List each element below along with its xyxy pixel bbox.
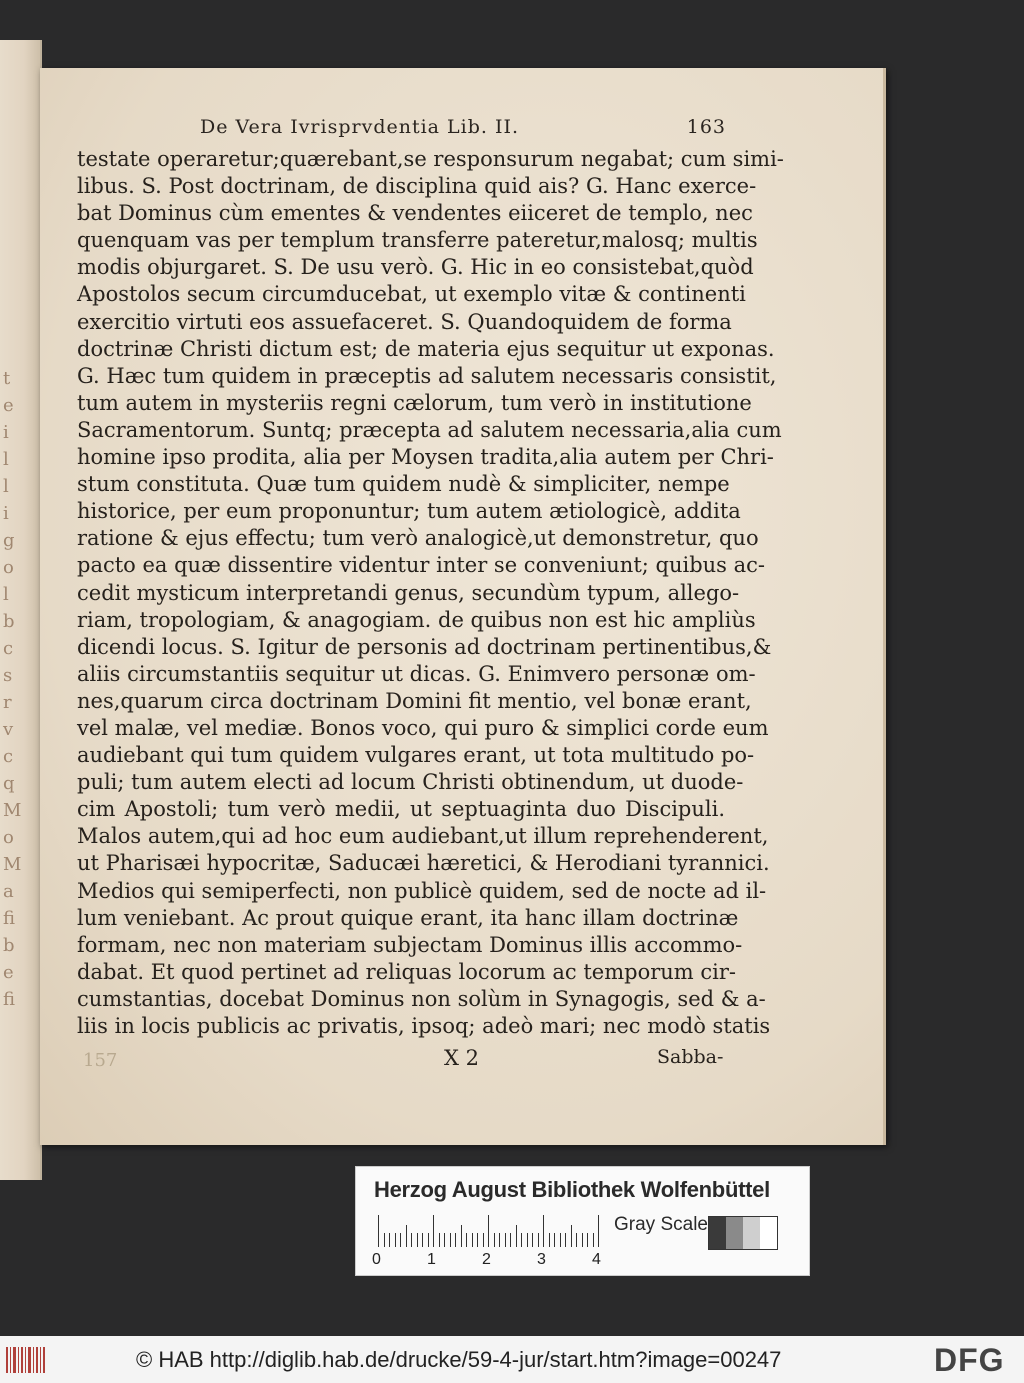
ruler-tick (494, 1233, 495, 1247)
ruler-tick (587, 1233, 588, 1247)
text-line: vel malæ, vel mediæ. Bonos voco, qui puro & simplici corde eum (77, 715, 769, 740)
text-line: liis in locis publicis ac privatis, ipsoq; adeò mari; nec modò statis (77, 1014, 771, 1038)
copyright-url: © HAB http://diglib.hab.de/drucke/59-4-jur/start.htm?image=00247 (136, 1347, 782, 1372)
margin-glyph: i (3, 503, 9, 524)
gray-scale-bar (708, 1216, 778, 1250)
text-line: stum constituta. Quæ tum quidem nudè & simpliciter, nempe (77, 472, 730, 497)
margin-glyph: a (3, 881, 14, 902)
text-line: historice, per eum proponuntur; tum autem ætiologicè, addita (77, 499, 741, 524)
ruler-number: 3 (537, 1251, 546, 1268)
ruler-tick (554, 1233, 555, 1247)
ruler-tick (384, 1233, 385, 1247)
text-line: audiebant qui tum quidem vulgares erant, ut tota multitudo po- (77, 743, 755, 768)
text-line: Sacramentorum. Suntq; præcepta ad salutem necessaria,alia cum (77, 417, 782, 442)
ruler-tick (411, 1233, 412, 1247)
ruler-tick (439, 1233, 440, 1247)
text-line: homine ipso prodita, alia per Moysen tradita,alia autem per Chri- (77, 445, 774, 470)
ruler-tick (521, 1233, 522, 1247)
ruler-tick (466, 1233, 467, 1247)
margin-glyph: l (3, 449, 9, 470)
text-line: Medios qui semiperfecti, non publicè quidem, sed de nocte ad il- (77, 878, 767, 903)
text-line: cim Apostoli; tum verò medii, ut septuaginta duo Discipuli. (77, 797, 725, 822)
ruler-tick (483, 1233, 484, 1247)
text-line: doctrinæ Christi dictum est; de materia ejus sequitur ut exponas. (77, 336, 775, 361)
gray-swatch (726, 1217, 743, 1249)
text-line: Malos autem,qui ad hoc eum audiebant,ut illum reprehenderent, (77, 824, 769, 849)
margin-glyph: l (3, 476, 9, 497)
text-line: ratione & ejus effectu; tum verò analogicè,ut demonstretur, quo (77, 526, 759, 551)
text-line: G. Hæc tum quidem in præceptis ad salutem necessaris consistit, (77, 363, 777, 388)
ruler-tick (505, 1233, 506, 1247)
margin-glyph: g (3, 530, 15, 551)
margin-glyph: o (3, 557, 14, 578)
text-line: exercitio virtuti eos assuefaceret. S. Quandoquidem de forma (77, 309, 732, 334)
text-line: riam, tropologiam, & anagogiam. de quibus non est hic ampliùs (77, 607, 756, 632)
ruler-tick (510, 1233, 511, 1247)
margin-glyph: r (3, 692, 12, 713)
margin-glyph: e (3, 395, 14, 416)
margin-glyph: b (3, 611, 15, 632)
ruler-tick (472, 1233, 473, 1247)
gray-swatch (743, 1217, 760, 1249)
text-line: quenquam vas per templum transferre pateretur,malosq; multis (77, 228, 758, 253)
ruler-numbers (372, 1251, 602, 1271)
ruler-tick (428, 1233, 429, 1247)
text-line: libus. S. Post doctrinam, de disciplina quid ais? G. Hanc exerce- (77, 174, 757, 199)
margin-glyph: t (3, 368, 11, 389)
ruler-number: 1 (427, 1251, 436, 1268)
gray-scale-label: Gray Scale (614, 1214, 708, 1235)
text-line: bat Dominus cùm ementes & vendentes eiiceret de templo, nec (77, 201, 753, 226)
text-line: pacto ea quæ dissentire videntur inter se conveniunt; quibus ac- (77, 553, 765, 578)
bleed-through-number: 157 (83, 1050, 118, 1071)
ruler-tick (450, 1233, 451, 1247)
text-line: puli; tum autem electi ad locum Christi obtinendum, ut duode- (77, 770, 744, 795)
text-line: aliis circumstantiis sequitur ut dicas. G. Enimvero personæ om- (77, 661, 756, 686)
ruler-number: 2 (482, 1251, 491, 1268)
text-line: formam, nec non materiam subjectam Dominus illis accommo- (77, 932, 743, 957)
text-line: modis objurgaret. S. De usu verò. G. Hic in eo consistebat,quòd (77, 255, 754, 280)
ruler-tick (576, 1233, 577, 1247)
margin-glyph: v (3, 719, 14, 740)
ruler-tick (593, 1233, 594, 1247)
margin-glyph: e (3, 962, 14, 983)
ruler-tick (527, 1233, 528, 1247)
margin-glyph: c (3, 746, 14, 767)
text-line: lum veniebant. Ac prout quique erant, ita hanc illam doctrinæ (77, 905, 739, 930)
page-number: 163 (686, 116, 726, 138)
ruler-number: 0 (372, 1251, 381, 1268)
page-header (200, 116, 726, 142)
ruler-tick (598, 1215, 599, 1247)
color-scale-card (355, 1166, 810, 1276)
margin-glyph: o (3, 827, 14, 848)
catchword: Sabba- (657, 1046, 724, 1068)
ruler-tick (560, 1233, 561, 1247)
margin-glyph: b (3, 935, 15, 956)
margin-glyph: i (3, 422, 9, 443)
ruler-tick (488, 1215, 489, 1247)
ruler-number: 4 (592, 1251, 601, 1268)
ruler-tick (461, 1225, 462, 1247)
ruler-tick (571, 1225, 572, 1247)
text-line: Apostolos secum circumducebat, ut exemplo vitæ & continenti (77, 282, 746, 307)
text-line: dicendi locus. S. Igitur de personis ad doctrinam pertinentibus,& (77, 634, 772, 659)
ruler-tick (549, 1233, 550, 1247)
margin-glyph: q (3, 773, 15, 794)
previous-page-edge (0, 40, 42, 1180)
ruler-tick (444, 1233, 445, 1247)
ruler-tick (499, 1233, 500, 1247)
ruler-tick (400, 1233, 401, 1247)
measurement-ruler (378, 1215, 600, 1247)
dfg-logo: DFG (934, 1342, 1005, 1378)
text-line: nes,quarum circa doctrinam Domini fit mentio, vel bonæ erant, (77, 688, 752, 713)
ruler-tick (532, 1233, 533, 1247)
barcode-icon (4, 1344, 48, 1376)
gray-swatch (709, 1217, 726, 1249)
ruler-tick (582, 1233, 583, 1247)
margin-glyph: l (3, 584, 9, 605)
text-line: ut Pharisæi hypocritæ, Saducæi hæretici, & Herodiani tyrannici. (77, 851, 770, 876)
margin-glyph: fi (3, 989, 16, 1010)
ruler-tick (406, 1225, 407, 1247)
ruler-tick (538, 1233, 539, 1247)
ruler-tick (389, 1233, 390, 1247)
text-line: tum autem in mysteriis regni cælorum, tum verò in institutione (77, 390, 752, 415)
ruler-tick (422, 1233, 423, 1247)
margin-glyph: M (3, 854, 22, 875)
text-line: cumstantias, docebat Dominus non solùm in Synagogis, sed & a- (77, 986, 766, 1011)
margin-glyph: s (3, 665, 13, 686)
ruler-tick (477, 1233, 478, 1247)
ruler-tick (395, 1233, 396, 1247)
running-title: De Vera Ivrisprvdentia Lib. II. (200, 116, 520, 138)
footer-banner (0, 1336, 1024, 1383)
ruler-tick (543, 1215, 544, 1247)
ruler-tick (516, 1225, 517, 1247)
library-name: Herzog August Bibliothek Wolfenbüttel (374, 1177, 770, 1202)
ruler-tick (455, 1233, 456, 1247)
margin-glyph: c (3, 638, 14, 659)
gray-swatch (760, 1217, 777, 1249)
margin-glyph: M (3, 800, 22, 821)
margin-glyph: fi (3, 908, 16, 929)
text-line: testate operaretur;quærebant,se responsurum negabat; cum simi- (77, 147, 784, 171)
signature-mark: X 2 (444, 1046, 479, 1070)
body-text (77, 146, 784, 1040)
text-line: cedit mysticum interpretandi genus, secundùm typum, allego- (77, 580, 740, 605)
ruler-tick (433, 1215, 434, 1247)
ruler-tick (378, 1215, 379, 1247)
text-line: dabat. Et quod pertinet ad reliquas locorum ac temporum cir- (77, 959, 736, 984)
ruler-tick (565, 1233, 566, 1247)
ruler-tick (417, 1233, 418, 1247)
